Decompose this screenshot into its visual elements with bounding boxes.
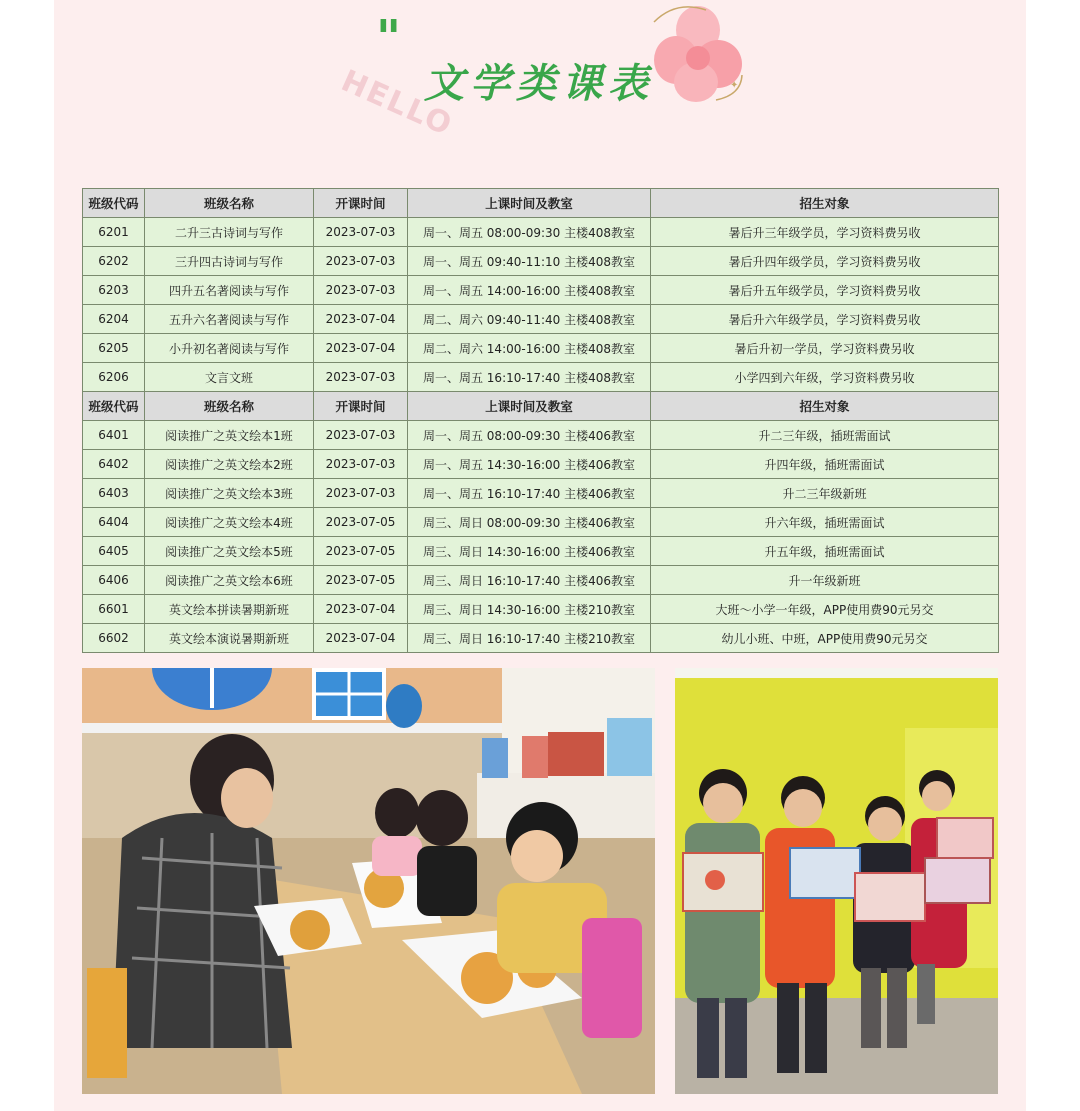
class-code-cell: 6404 <box>83 508 145 537</box>
class-name-cell: 小升初名著阅读与写作 <box>145 334 314 363</box>
time-and-room-cell: 周一、周五 08:00-09:30 主楼408教室 <box>408 218 651 247</box>
class-name-cell: 阅读推广之英文绘本4班 <box>145 508 314 537</box>
class-code-cell: 6406 <box>83 566 145 595</box>
class-code-cell: 6401 <box>83 421 145 450</box>
table-row <box>83 537 999 566</box>
flower-decoration <box>646 0 756 110</box>
start-date-cell: 2023-07-03 <box>314 363 408 392</box>
time-and-room-cell: 周三、周日 14:30-16:00 主楼406教室 <box>408 537 651 566</box>
target-students-cell: 升五年级，插班需面试 <box>651 537 999 566</box>
svg-text:✦: ✦ <box>730 80 739 91</box>
time-and-room-cell: 周一、周五 14:00-16:00 主楼408教室 <box>408 276 651 305</box>
target-students-cell: 幼儿小班、中班，APP使用费90元另交 <box>651 624 999 653</box>
class-name-cell: 文言文班 <box>145 363 314 392</box>
target-students-cell: 升二三年级，插班需面试 <box>651 421 999 450</box>
start-date-cell: 2023-07-03 <box>314 218 408 247</box>
target-students-cell: 暑后升四年级学员，学习资料费另收 <box>651 247 999 276</box>
table-row <box>83 479 999 508</box>
page-title: 文学类课表 <box>424 61 654 107</box>
start-date-cell: 2023-07-05 <box>314 537 408 566</box>
table-row <box>83 566 999 595</box>
start-date-cell: 2023-07-04 <box>314 624 408 653</box>
column-header: 班级名称 <box>145 189 314 218</box>
target-students-cell: 暑后升三年级学员，学习资料费另收 <box>651 218 999 247</box>
target-students-cell: 暑后升五年级学员，学习资料费另收 <box>651 276 999 305</box>
column-header: 开课时间 <box>314 392 408 421</box>
class-name-cell: 五升六名著阅读与写作 <box>145 305 314 334</box>
class-name-cell: 二升三古诗词与写作 <box>145 218 314 247</box>
class-name-cell: 阅读推广之英文绘本5班 <box>145 537 314 566</box>
table-header-row <box>83 189 999 218</box>
time-and-room-cell: 周一、周五 16:10-17:40 主楼408教室 <box>408 363 651 392</box>
target-students-cell: 小学四到六年级，学习资料费另收 <box>651 363 999 392</box>
table-row <box>83 508 999 537</box>
class-name-cell: 阅读推广之英文绘本6班 <box>145 566 314 595</box>
table-row <box>83 421 999 450</box>
table-row <box>83 305 999 334</box>
start-date-cell: 2023-07-05 <box>314 566 408 595</box>
class-code-cell: 6403 <box>83 479 145 508</box>
class-code-cell: 6204 <box>83 305 145 334</box>
table-row <box>83 334 999 363</box>
class-name-cell: 阅读推广之英文绘本1班 <box>145 421 314 450</box>
table-header-row <box>83 392 999 421</box>
table-row <box>83 247 999 276</box>
class-code-cell: 6405 <box>83 537 145 566</box>
class-name-cell: 阅读推广之英文绘本3班 <box>145 479 314 508</box>
target-students-cell: 升一年级新班 <box>651 566 999 595</box>
column-header: 招生对象 <box>651 189 999 218</box>
time-and-room-cell: 周三、周日 08:00-09:30 主楼406教室 <box>408 508 651 537</box>
table-row <box>83 363 999 392</box>
target-students-cell: 升二三年级新班 <box>651 479 999 508</box>
time-and-room-cell: 周一、周五 16:10-17:40 主楼406教室 <box>408 479 651 508</box>
table-row <box>83 276 999 305</box>
class-name-cell: 四升五名著阅读与写作 <box>145 276 314 305</box>
table-row <box>83 218 999 247</box>
class-code-cell: 6205 <box>83 334 145 363</box>
column-header: 招生对象 <box>651 392 999 421</box>
time-and-room-cell: 周一、周五 14:30-16:00 主楼406教室 <box>408 450 651 479</box>
start-date-cell: 2023-07-04 <box>314 305 408 334</box>
time-and-room-cell: 周二、周六 14:00-16:00 主楼408教室 <box>408 334 651 363</box>
target-students-cell: 升四年级，插班需面试 <box>651 450 999 479</box>
start-date-cell: 2023-07-05 <box>314 508 408 537</box>
class-code-cell: 6202 <box>83 247 145 276</box>
column-header: 班级代码 <box>83 392 145 421</box>
time-and-room-cell: 周一、周五 08:00-09:30 主楼406教室 <box>408 421 651 450</box>
class-code-cell: 6402 <box>83 450 145 479</box>
column-header: 上课时间及教室 <box>408 392 651 421</box>
class-code-cell: 6601 <box>83 595 145 624</box>
class-name-cell: 三升四古诗词与写作 <box>145 247 314 276</box>
class-code-cell: 6602 <box>83 624 145 653</box>
time-and-room-cell: 周一、周五 09:40-11:10 主楼408教室 <box>408 247 651 276</box>
students-with-books-photo <box>675 668 998 1094</box>
column-header: 开课时间 <box>314 189 408 218</box>
class-code-cell: 6201 <box>83 218 145 247</box>
start-date-cell: 2023-07-03 <box>314 479 408 508</box>
time-and-room-cell: 周三、周日 14:30-16:00 主楼210教室 <box>408 595 651 624</box>
course-schedule-table <box>82 188 999 653</box>
classroom-reading-photo <box>82 668 655 1094</box>
start-date-cell: 2023-07-04 <box>314 595 408 624</box>
class-code-cell: 6206 <box>83 363 145 392</box>
column-header: 班级代码 <box>83 189 145 218</box>
start-date-cell: 2023-07-03 <box>314 247 408 276</box>
start-date-cell: 2023-07-03 <box>314 450 408 479</box>
target-students-cell: 大班～小学一年级，APP使用费90元另交 <box>651 595 999 624</box>
title-quote-mark: " <box>376 10 402 66</box>
start-date-cell: 2023-07-03 <box>314 421 408 450</box>
start-date-cell: 2023-07-03 <box>314 276 408 305</box>
class-name-cell: 阅读推广之英文绘本2班 <box>145 450 314 479</box>
column-header: 班级名称 <box>145 392 314 421</box>
class-name-cell: 英文绘本拼读暑期新班 <box>145 595 314 624</box>
class-code-cell: 6203 <box>83 276 145 305</box>
table-row <box>83 450 999 479</box>
table-row <box>83 624 999 653</box>
class-name-cell: 英文绘本演说暑期新班 <box>145 624 314 653</box>
target-students-cell: 升六年级，插班需面试 <box>651 508 999 537</box>
target-students-cell: 暑后升六年级学员，学习资料费另收 <box>651 305 999 334</box>
time-and-room-cell: 周三、周日 16:10-17:40 主楼406教室 <box>408 566 651 595</box>
column-header: 上课时间及教室 <box>408 189 651 218</box>
hello-stamp: HELLO <box>335 63 459 144</box>
target-students-cell: 暑后升初一学员，学习资料费另收 <box>651 334 999 363</box>
start-date-cell: 2023-07-04 <box>314 334 408 363</box>
time-and-room-cell: 周三、周日 16:10-17:40 主楼210教室 <box>408 624 651 653</box>
table-row <box>83 595 999 624</box>
time-and-room-cell: 周二、周六 09:40-11:40 主楼408教室 <box>408 305 651 334</box>
